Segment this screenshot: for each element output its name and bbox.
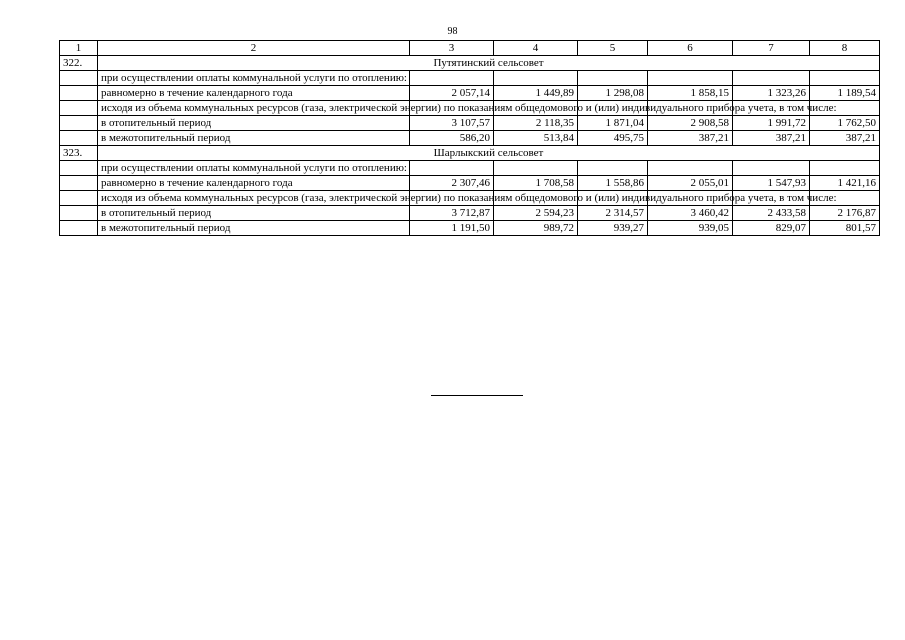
table-row xyxy=(60,116,880,131)
value-cell: 1 547,93 xyxy=(733,176,810,191)
table-row xyxy=(60,176,880,191)
header-cell-4: 4 xyxy=(494,41,578,56)
row-number-cell xyxy=(60,116,98,131)
value-cell: 1 858,15 xyxy=(648,86,733,101)
value-cell: 1 421,16 xyxy=(810,176,880,191)
row-label: в межотопительный период xyxy=(98,221,410,236)
value-cell xyxy=(810,161,880,176)
table-row xyxy=(60,86,880,101)
value-cell: 989,72 xyxy=(494,221,578,236)
value-cell: 1 298,08 xyxy=(578,86,648,101)
header-cell-3: 3 xyxy=(410,41,494,56)
row-number-cell xyxy=(60,221,98,236)
value-cell: 1 708,58 xyxy=(494,176,578,191)
value-cell: 1 191,50 xyxy=(410,221,494,236)
value-cell: 2 433,58 xyxy=(733,206,810,221)
row-label: равномерно в течение календарного года xyxy=(98,86,410,101)
value-cell: 939,27 xyxy=(578,221,648,236)
section-title: Путятинский сельсовет xyxy=(98,56,880,71)
row-number-cell xyxy=(60,71,98,86)
value-cell: 387,21 xyxy=(648,131,733,146)
value-cell: 1 449,89 xyxy=(494,86,578,101)
value-cell xyxy=(648,71,733,86)
value-cell: 2 307,46 xyxy=(410,176,494,191)
value-cell: 2 594,23 xyxy=(494,206,578,221)
row-label: в отопительный период xyxy=(98,116,410,131)
page-number: 98 xyxy=(447,26,458,37)
value-cell: 1 558,86 xyxy=(578,176,648,191)
row-number-cell xyxy=(60,206,98,221)
table-row xyxy=(60,161,880,176)
row-label: исходя из объема коммунальных ресурсов (газа, электрической энергии) по показаниям общедомового и (или) индивидуального прибора учета, в том числе: xyxy=(98,101,410,116)
value-cell: 586,20 xyxy=(410,131,494,146)
header-row xyxy=(60,41,880,56)
header-cell-2: 2 xyxy=(98,41,410,56)
table-row xyxy=(60,221,880,236)
header-cell-6: 6 xyxy=(648,41,733,56)
row-label: в межотопительный период xyxy=(98,131,410,146)
header-cell-7: 7 xyxy=(733,41,810,56)
footer-rule xyxy=(431,395,523,396)
value-cell: 2 176,87 xyxy=(810,206,880,221)
value-cell: 1 762,50 xyxy=(810,116,880,131)
row-label: при осуществлении оплаты коммунальной услуги по отоплению: xyxy=(98,161,410,176)
section-title: Шарлыкский сельсовет xyxy=(98,146,880,161)
table-row xyxy=(60,71,880,86)
value-cell: 513,84 xyxy=(494,131,578,146)
value-cell: 1 323,26 xyxy=(733,86,810,101)
table-row xyxy=(60,191,880,206)
value-cell xyxy=(494,71,578,86)
value-cell: 801,57 xyxy=(810,221,880,236)
value-cell: 939,05 xyxy=(648,221,733,236)
row-number-cell xyxy=(60,176,98,191)
table-row xyxy=(60,131,880,146)
header-cell-8: 8 xyxy=(810,41,880,56)
header-cell-5: 5 xyxy=(578,41,648,56)
value-cell xyxy=(578,161,648,176)
value-cell: 2 055,01 xyxy=(648,176,733,191)
value-cell: 1 189,54 xyxy=(810,86,880,101)
table-body xyxy=(60,41,880,236)
value-cell: 3 107,57 xyxy=(410,116,494,131)
value-cell: 3 712,87 xyxy=(410,206,494,221)
value-cell xyxy=(733,71,810,86)
value-cell xyxy=(494,161,578,176)
row-number-cell xyxy=(60,131,98,146)
tariff-table xyxy=(59,40,880,236)
value-cell: 2 314,57 xyxy=(578,206,648,221)
section-header-row xyxy=(60,146,880,161)
row-label: исходя из объема коммунальных ресурсов (газа, электрической энергии) по показаниям общедомового и (или) индивидуального прибора учета, в том числе: xyxy=(98,191,410,206)
value-cell: 2 908,58 xyxy=(648,116,733,131)
value-cell: 387,21 xyxy=(733,131,810,146)
section-number: 322. xyxy=(60,56,98,71)
table-row xyxy=(60,101,880,116)
header-cell-1: 1 xyxy=(60,41,98,56)
section-header-row xyxy=(60,56,880,71)
row-number-cell xyxy=(60,101,98,116)
value-cell: 829,07 xyxy=(733,221,810,236)
table-row xyxy=(60,206,880,221)
value-cell: 2 057,14 xyxy=(410,86,494,101)
value-cell xyxy=(648,161,733,176)
value-cell: 1 871,04 xyxy=(578,116,648,131)
value-cell: 3 460,42 xyxy=(648,206,733,221)
value-cell: 2 118,35 xyxy=(494,116,578,131)
row-label: в отопительный период xyxy=(98,206,410,221)
value-cell xyxy=(578,71,648,86)
row-number-cell xyxy=(60,86,98,101)
row-label: при осуществлении оплаты коммунальной услуги по отоплению: xyxy=(98,71,410,86)
section-number: 323. xyxy=(60,146,98,161)
row-number-cell xyxy=(60,191,98,206)
value-cell xyxy=(810,71,880,86)
value-cell xyxy=(410,161,494,176)
value-cell xyxy=(733,161,810,176)
row-label: равномерно в течение календарного года xyxy=(98,176,410,191)
value-cell: 495,75 xyxy=(578,131,648,146)
value-cell xyxy=(410,71,494,86)
value-cell: 1 991,72 xyxy=(733,116,810,131)
value-cell: 387,21 xyxy=(810,131,880,146)
row-number-cell xyxy=(60,161,98,176)
